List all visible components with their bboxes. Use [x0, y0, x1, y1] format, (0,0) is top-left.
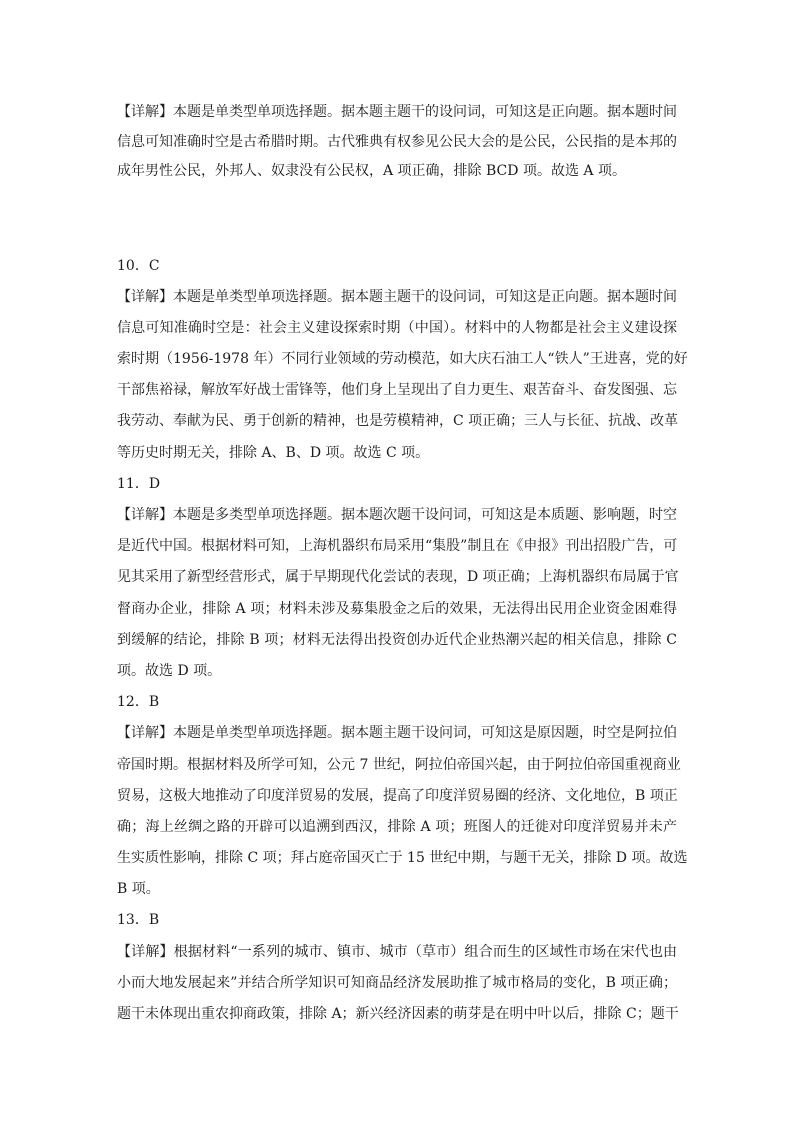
explanation-line: 项。故选 D 项。	[117, 662, 222, 679]
answer-label: 12．B	[117, 694, 160, 711]
answer-label: 10．C	[117, 257, 160, 274]
question-block-10	[117, 251, 688, 469]
question-block-11	[117, 469, 677, 687]
explanation-line: 是近代中国。根据材料可知，上海机器织布局采用“集股”制且在《申报》刊出招股广告，可	[117, 538, 678, 555]
explanation-line: 【详解】本题是多类型单项选择题。据本题次题干设问词，可知这是本质题、影响题，时空	[117, 507, 677, 523]
document-page	[117, 98, 688, 1030]
explanation-line: 督商办企业，排除 A 项；材料未涉及募集股金之后的效果，无法得出民用企业资金困难得	[117, 600, 677, 617]
question-block-13	[117, 905, 677, 1030]
explanation-line: 帝国时期。根据材料及所学可知，公元 7 世纪，阿拉伯帝国兴起，由于阿拉伯帝国重视商业	[117, 756, 681, 773]
explanation-line: 【详解】本题是单类型单项选择题。据本题主题干设问词，可知这是原因题，时空是阿拉伯	[117, 725, 677, 742]
section-gap	[117, 187, 677, 251]
question-block-9-explanation	[117, 98, 677, 187]
explanation-line: 到缓解的结论，排除 B 项；材料无法得出投资创办近代企业热潮兴起的相关信息，排除 C	[117, 631, 677, 648]
explanation-line: 小而大地发展起来”并结合所学知识可知商品经济发展助推了城市格局的变化，B 项正确；	[117, 974, 677, 991]
explanation-line: 索时期（1956-1978 年）不同行业领域的劳动模范，如大庆石油工人“铁人”王进喜，党的好	[117, 351, 688, 368]
explanation-line: 题干未体现出重农抑商政策，排除 A；新兴经济因素的萌芽是在明中叶以后，排除 C；题干	[117, 1006, 679, 1022]
explanation-line: 生实质性影响，排除 C 项；拜占庭帝国灭亡于 15 世纪中期，与题干无关，排除 D 项。故选	[117, 850, 688, 867]
explanation-line: 干部焦裕禄，解放军好战士雷锋等，他们身上呈现出了自力更生、艰苦奋斗、奋发图强、忘	[117, 382, 677, 399]
answer-label: 11．D	[117, 475, 161, 492]
explanation-line: 成年男性公民，外邦人、奴隶没有公民权，A 项正确，排除 BCD 项。故选 A 项。	[117, 163, 626, 179]
explanation-line: 信息可知准确时空是古希腊时期。古代雅典有权参见公民大会的是公民，公民指的是本邦的	[117, 133, 677, 150]
explanation-line: 【详解】本题是单类型单项选择题。据本题主题干的设问词，可知这是正向题。据本题时间	[117, 288, 677, 305]
explanation-line: 信息可知准确时空是：社会主义建设探索时期（中国）。材料中的人物都是社会主义建设探	[117, 319, 677, 336]
question-block-12	[117, 687, 688, 905]
explanation-line: 确；海上丝绸之路的开辟可以追溯到西汉，排除 A 项；班图人的迁徙对印度洋贸易并未产	[117, 818, 677, 835]
explanation-line: B 项。	[117, 881, 160, 898]
explanation-line: 【详解】本题是单类型单项选择题。据本题主题干的设问词，可知这是正向题。据本题时间	[117, 104, 677, 120]
explanation-line: 等历史时期无关，排除 A、B、D 项。故选 C 项。	[117, 444, 430, 461]
explanation-line: 我劳动、奉献为民、勇于创新的精神，也是劳模精神，C 项正确；三人与长征、抗战、改革	[117, 413, 679, 430]
explanation-line: 见其采用了新型经营形式，属于早期现代化尝试的表现，D 项正确；上海机器织布局属于官	[117, 569, 679, 586]
explanation-line: 贸易，这极大地推动了印度洋贸易的发展，提高了印度洋贸易圈的经济、文化地位，B 项正	[117, 787, 678, 804]
explanation-line: 【详解】根据材料“一系列的城市、镇市、城市（草市）组合而生的区域性市场在宋代也由	[117, 943, 677, 960]
answer-label: 13．B	[117, 912, 160, 929]
